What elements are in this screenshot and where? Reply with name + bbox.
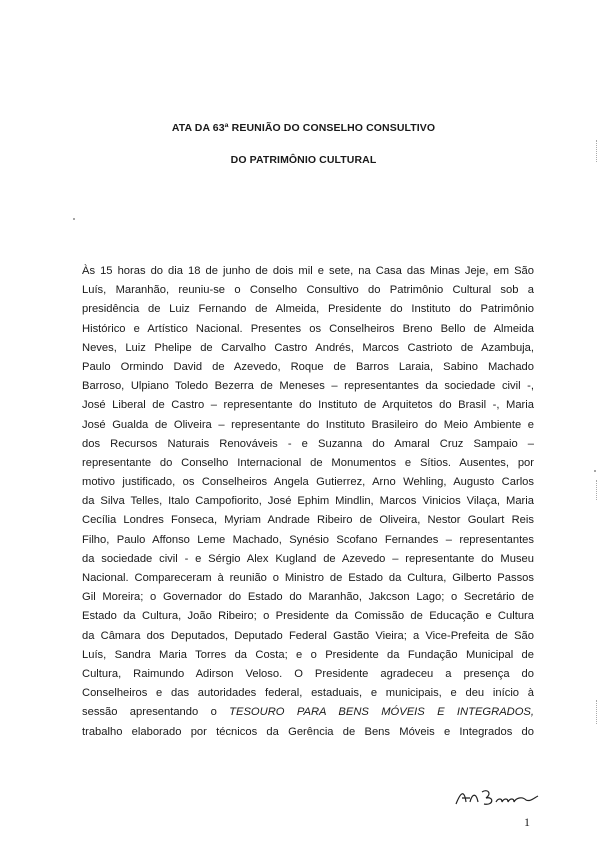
body-line-24 (82, 703, 534, 722)
body-line-24-prefix: sessão apresentando o (82, 706, 217, 719)
body-line-7: Barroso, Ulpiano Toledo Bezerra de Meneses – representantes da sociedade civil -, (82, 380, 534, 393)
body-line-8: José Liberal de Castro – representante do Instituto de Arquitetos do Brasil -, Maria (82, 399, 534, 412)
scan-edge-mark (595, 140, 597, 162)
body-line-13: da Silva Telles, Italo Campofiorito, José Ephim Mindlin, Marcos Vinicios Vilaça, Maria (82, 495, 534, 508)
body-line-3: presidência de Luiz Fernando de Almeida, Presidente do Instituto do Patrimônio (82, 303, 534, 316)
body-line-24-italic-title: TESOURO PARA BENS MÓVEIS E INTEGRADOS, (229, 706, 534, 719)
body-line-4: Histórico e Artístico Nacional. Presentes os Conselheiros Breno Bello de Almeida (82, 322, 534, 335)
body-line-15: Filho, Paulo Affonso Leme Machado, Synésio Scofano Fernandes – representantes (82, 533, 534, 546)
body-line-11: representante do Conselho Internacional de Monumentos e Sítios. Ausentes, por (82, 456, 534, 469)
body-line-14: Cecília Londres Fonseca, Myriam Andrade Ribeiro de Oliveira, Nestor Goulart Reis (82, 514, 534, 527)
handwritten-signature (452, 780, 542, 810)
scan-speck (73, 218, 75, 220)
document-body (82, 262, 534, 742)
body-line-19: Estado da Cultura, João Ribeiro; o Presidente da Comissão de Educação e Cultura (82, 610, 534, 623)
body-line-22: Cultura, Raimundo Adirson Veloso. O Presidente agradeceu a presença do (82, 667, 534, 680)
body-line-18: Gil Moreira; o Governador do Estado do Maranhão, Jakcson Lago; o Secretário de (82, 591, 534, 604)
body-line-6: Paulo Ormindo David de Azevedo, Roque de Barros Laraia, Sabino Machado (82, 360, 534, 373)
body-line-9: José Gualda de Oliveira – representante do Instituto Brasileiro do Meio Ambiente e (82, 418, 534, 431)
body-line-20: da Câmara dos Deputados, Deputado Federal Gastão Vieira; a Vice-Prefeita de São (82, 629, 534, 642)
body-line-21: Luís, Sandra Maria Torres da Costa; e o Presidente da Fundação Municipal de (82, 648, 534, 661)
body-line-12: motivo justificado, os Conselheiros Angela Gutierrez, Arno Wehling, Augusto Carlos (82, 476, 534, 489)
body-line-2: Luís, Maranhão, reuniu-se o Conselho Consultivo do Patrimônio Cultural sob a (82, 284, 534, 297)
scan-edge-mark (595, 480, 597, 500)
body-line-1: Às 15 horas do dia 18 de junho de dois mil e sete, na Casa das Minas Jeje, em São (82, 265, 534, 277)
page-number: 1 (524, 815, 530, 829)
document-subtitle: DO PATRIMÔNIO CULTURAL (230, 154, 377, 166)
body-line-17: Nacional. Compareceram à reunião o Ministro de Estado da Cultura, Gilberto Passos (82, 572, 534, 584)
scan-edge-mark (595, 700, 597, 724)
document-title: ATA DA 63ª REUNIÃO DO CONSELHO CONSULTIVO (171, 122, 436, 134)
body-line-16: da sociedade civil - e Sérgio Alex Kugland de Azevedo – representante do Museu (82, 552, 534, 565)
body-line-5: Neves, Luiz Phelipe de Carvalho Castro Andrés, Marcos Castrioto de Azambuja, (82, 341, 534, 354)
body-line-25: trabalho elaborado por técnicos da Gerência de Bens Móveis e Integrados do (82, 725, 534, 738)
body-line-23: Conselheiros e das autoridades federal, estaduais, e municipais, e deu início à (82, 687, 534, 700)
body-line-10: dos Recursos Naturais Renováveis - e Suzanna do Amaral Cruz Sampaio – (82, 437, 534, 450)
scan-speck (594, 470, 596, 472)
